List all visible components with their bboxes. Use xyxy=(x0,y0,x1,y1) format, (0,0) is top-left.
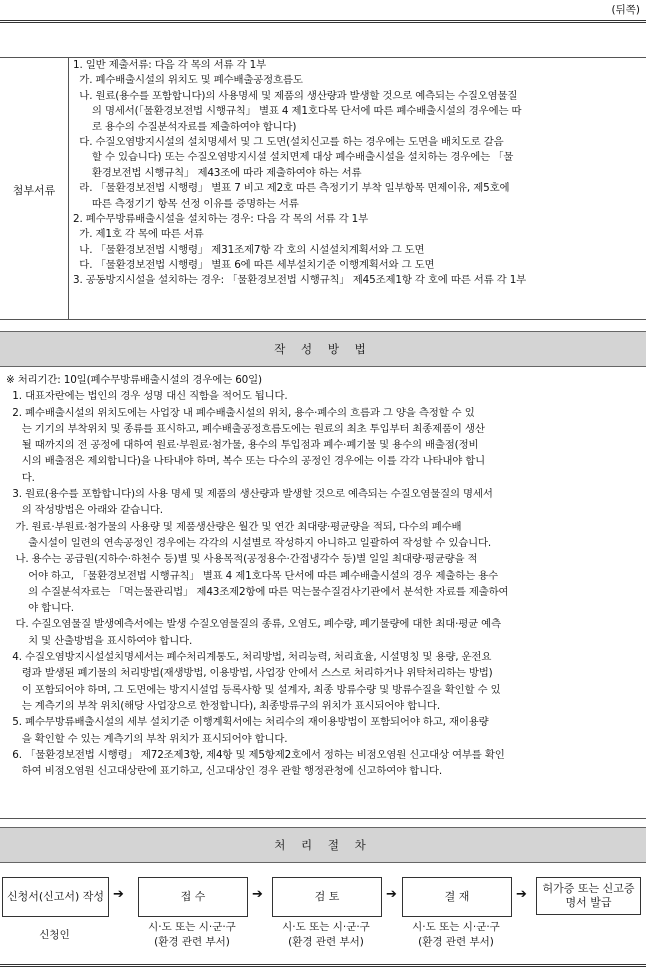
attachment-line: 다. 수질오염방지시설의 설치명세서 및 그 도면(설치신고를 하는 경우에는 도면을 배치도로 갈음 xyxy=(73,135,504,148)
arrow-icon: ➔ xyxy=(252,887,263,902)
step-review xyxy=(272,877,382,917)
actor-name: 시·도 또는 시·군·구 xyxy=(282,921,370,933)
attachment-line: 나. 원료(용수를 포함합니다)의 사용명세 및 제품의 생산량과 발생할 것으로 예측되는 수질오염물질 xyxy=(73,89,518,102)
method-line: 1. 대표자란에는 법인의 경우 성명 대신 직함을 적어도 됩니다. xyxy=(6,390,288,403)
actor-name: 시·도 또는 시·군·구 xyxy=(412,921,500,933)
attachment-line: 라. 「물환경보전법 시행령」 별표 7 비고 제2호 따른 측정기기 부착 일부항목 면제이유, 제5호에 xyxy=(73,182,510,195)
step-label: 결 재 xyxy=(444,890,470,903)
method-line: 시의 배출점은 제외합니다)을 나타내야 하며, 복수 또는 다수의 공정인 경우에는 이를 각각 나타내야 합니 xyxy=(6,455,486,468)
actor-dept: (환경 관련 부서) xyxy=(154,936,230,948)
step-label: 허가증 또는 신고증명서 발급 xyxy=(542,882,635,909)
method-line: 을 확인할 수 있는 계측기의 부착 위치가 표시되어야 합니다. xyxy=(6,732,288,745)
attachment-line: 가. 제1호 각 목에 따른 서류 xyxy=(73,228,204,241)
method-line: 6. 「물환경보전법 시행령」 제72조제3항, 제4항 및 제5항제2호에서 정하는 비점오염원 신고대상 여부를 확인 xyxy=(6,748,505,761)
attachment-line: 의 명세서(「물환경보전법 시행규칙」 별표 4 제1호다목 단서에 따른 폐수배출시설의 경우에는 따 xyxy=(73,105,522,118)
attachment-line: 로 용수의 수질분석자료를 제출하여야 합니다) xyxy=(73,120,297,133)
actor-applicant xyxy=(2,928,107,943)
attachment-line: 3. 공동방지시설을 설치하는 경우: 「물환경보전법 시행규칙」 제45조제1항 각 호에 따른 서류 각 1부 xyxy=(73,274,527,287)
procedure-title-band xyxy=(0,827,646,863)
page-side-note: (뒤쪽) xyxy=(611,4,640,16)
attachment-line: 환경보전법 시행규칙」 제43조에 따라 제출하여야 하는 서류 xyxy=(73,166,362,179)
step-label: 검 토 xyxy=(314,890,340,903)
top-border xyxy=(0,20,646,23)
method-line: 2. 폐수배출시설의 위치도에는 사업장 내 폐수배출시설의 위치, 용수·폐수의 흐름과 그 양을 측정할 수 있 xyxy=(6,406,475,419)
actor-review xyxy=(266,920,386,950)
method-line: 는 계측기의 부착 위치(해당 사업장으로 한정합니다), 최종방류구의 위치가 표시되어야 합니다. xyxy=(6,699,440,712)
method-line: 5. 폐수무방류배출시설의 세부 설치기준 이행계획서에는 처리수의 재이용방법이 포함되어야 하고, 재이용량 xyxy=(6,716,489,729)
method-instructions xyxy=(6,372,642,779)
attachment-line: 할 수 있습니다) 또는 수질오염방지시설 설치면제 대상 폐수배출시설을 설치하는 경우에는 「물 xyxy=(73,151,514,164)
attachments-list xyxy=(73,58,643,289)
method-line: 의 작성방법은 아래와 같습니다. xyxy=(6,504,163,517)
attachments-divider xyxy=(68,58,69,319)
arrow-icon: ➔ xyxy=(113,887,124,902)
procedure-title: 처 리 절 차 xyxy=(274,838,372,852)
method-line: 어야 하고, 「물환경보전법 시행규칙」 별표 4 제1호다목 단서에 따른 폐수배출시설의 경우 제출하는 용수 xyxy=(6,569,498,582)
method-line: 는 기기의 부착위치 및 종류를 표시하고, 폐수배출공정흐름도에는 원료의 최초 투입부터 최종제품이 생산 xyxy=(6,422,485,435)
step-label: 신청서(신고서) 작성 xyxy=(6,890,105,903)
attachment-line: 가. 폐수배출시설의 위치도 및 폐수배출공정흐름도 xyxy=(73,74,303,87)
arrow-icon: ➔ xyxy=(516,887,527,902)
step-approve xyxy=(402,877,512,917)
method-line: ※ 처리기간: 10일(폐수무방류배출시설의 경우에는 60일) xyxy=(6,374,262,386)
method-line: 다. xyxy=(6,471,35,484)
attachment-line: 2. 폐수무방류배출시설을 설치하는 경우: 다음 각 목의 서류 각 1부 xyxy=(73,212,368,225)
method-line: 3. 원료(용수를 포함합니다)의 사용 명세 및 제품의 생산량과 발생할 것으로 예측되는 수질오염물질의 명세서 xyxy=(6,488,493,501)
step-label: 접 수 xyxy=(180,890,206,903)
step-apply xyxy=(2,877,109,917)
step-receive xyxy=(138,877,248,917)
method-line: 의 수질분석자료는 「먹는물관리법」 제43조제2항에 따른 먹는물수질검사기관에서 분석한 자료를 제출하여 xyxy=(6,585,509,598)
method-line: 하여 비점오염원 신고대상란에 표기하고, 신고대상인 경우 관할 행정관청에 신고하여야 합니다. xyxy=(6,765,443,778)
attachment-line: 다. 「물환경보전법 시행령」 별표 6에 따른 세부설치기준 이행계획서와 그 도면 xyxy=(73,259,435,272)
method-line: 될 때까지의 전 공정에 대하여 원료·부원료·첨가물, 용수의 투입점과 폐수·폐기물 및 용수의 배출점(정비 xyxy=(6,439,479,452)
method-line: 가. 원료·부원료·첨가물의 사용량 및 제품생산량은 월간 및 연간 최대량·평균량을 적되, 다수의 폐수배 xyxy=(6,520,462,533)
method-line: 4. 수질오염방지시설설치명세서는 폐수처리계통도, 처리방법, 처리능력, 처리효율, 시설명칭 및 용량, 운전요 xyxy=(6,651,492,664)
arrow-icon: ➔ xyxy=(386,887,397,902)
method-bottom-border xyxy=(0,818,646,819)
actor-name: 시·도 또는 시·군·구 xyxy=(148,921,236,933)
method-line: 출시설이 일련의 연속공정인 경우에는 각각의 시설별로 작성하지 아니하고 일괄하여 작성할 수 있습니다. xyxy=(6,536,492,549)
attachment-line: 1. 일반 제출서류: 다음 각 목의 서류 각 1부 xyxy=(73,59,266,71)
attachments-label: 첨부서류 xyxy=(12,183,56,197)
method-title: 작 성 방 법 xyxy=(274,342,372,356)
actor-approve xyxy=(396,920,516,950)
actor-dept: (환경 관련 부서) xyxy=(288,936,364,948)
attach-bottom-border xyxy=(0,319,646,320)
bottom-border xyxy=(0,964,646,967)
method-title-band xyxy=(0,331,646,367)
method-line: 치 및 산출방법을 표시하여야 합니다. xyxy=(6,634,193,647)
actor-dept: (환경 관련 부서) xyxy=(418,936,494,948)
actor-receive xyxy=(132,920,252,950)
method-line: 다. 수질오염물질 발생예측서에는 발생 수질오염물질의 종류, 오염도, 폐수량, 폐기물량에 대한 최대·평균 예측 xyxy=(6,618,501,631)
attachment-line: 따른 측정기기 항목 선정 이유를 증명하는 서류 xyxy=(73,197,299,210)
method-line: 야 합니다. xyxy=(6,602,74,615)
actor-name: 신청인 xyxy=(39,929,70,941)
method-line: 이 포함되어야 하며, 그 도면에는 방지시설업 등록사항 및 설계자, 최종 방류수량 및 방류수질을 확인할 수 있 xyxy=(6,683,501,696)
method-line: 령과 발생된 폐기물의 처리방법(재생방법, 이용방법, 사업장 안에서 스스로 처리하거나 위탁처리하는 방법) xyxy=(6,667,493,680)
step-issue xyxy=(536,877,641,915)
method-line: 나. 용수는 공급원(지하수·하천수 등)별 및 사용목적(공정용수·간접냉각수 등)별 일일 최대량·평균량을 적 xyxy=(6,553,478,566)
attachment-line: 나. 「물환경보전법 시행령」 제31조제7항 각 호의 시설설치계획서와 그 도면 xyxy=(73,243,425,256)
